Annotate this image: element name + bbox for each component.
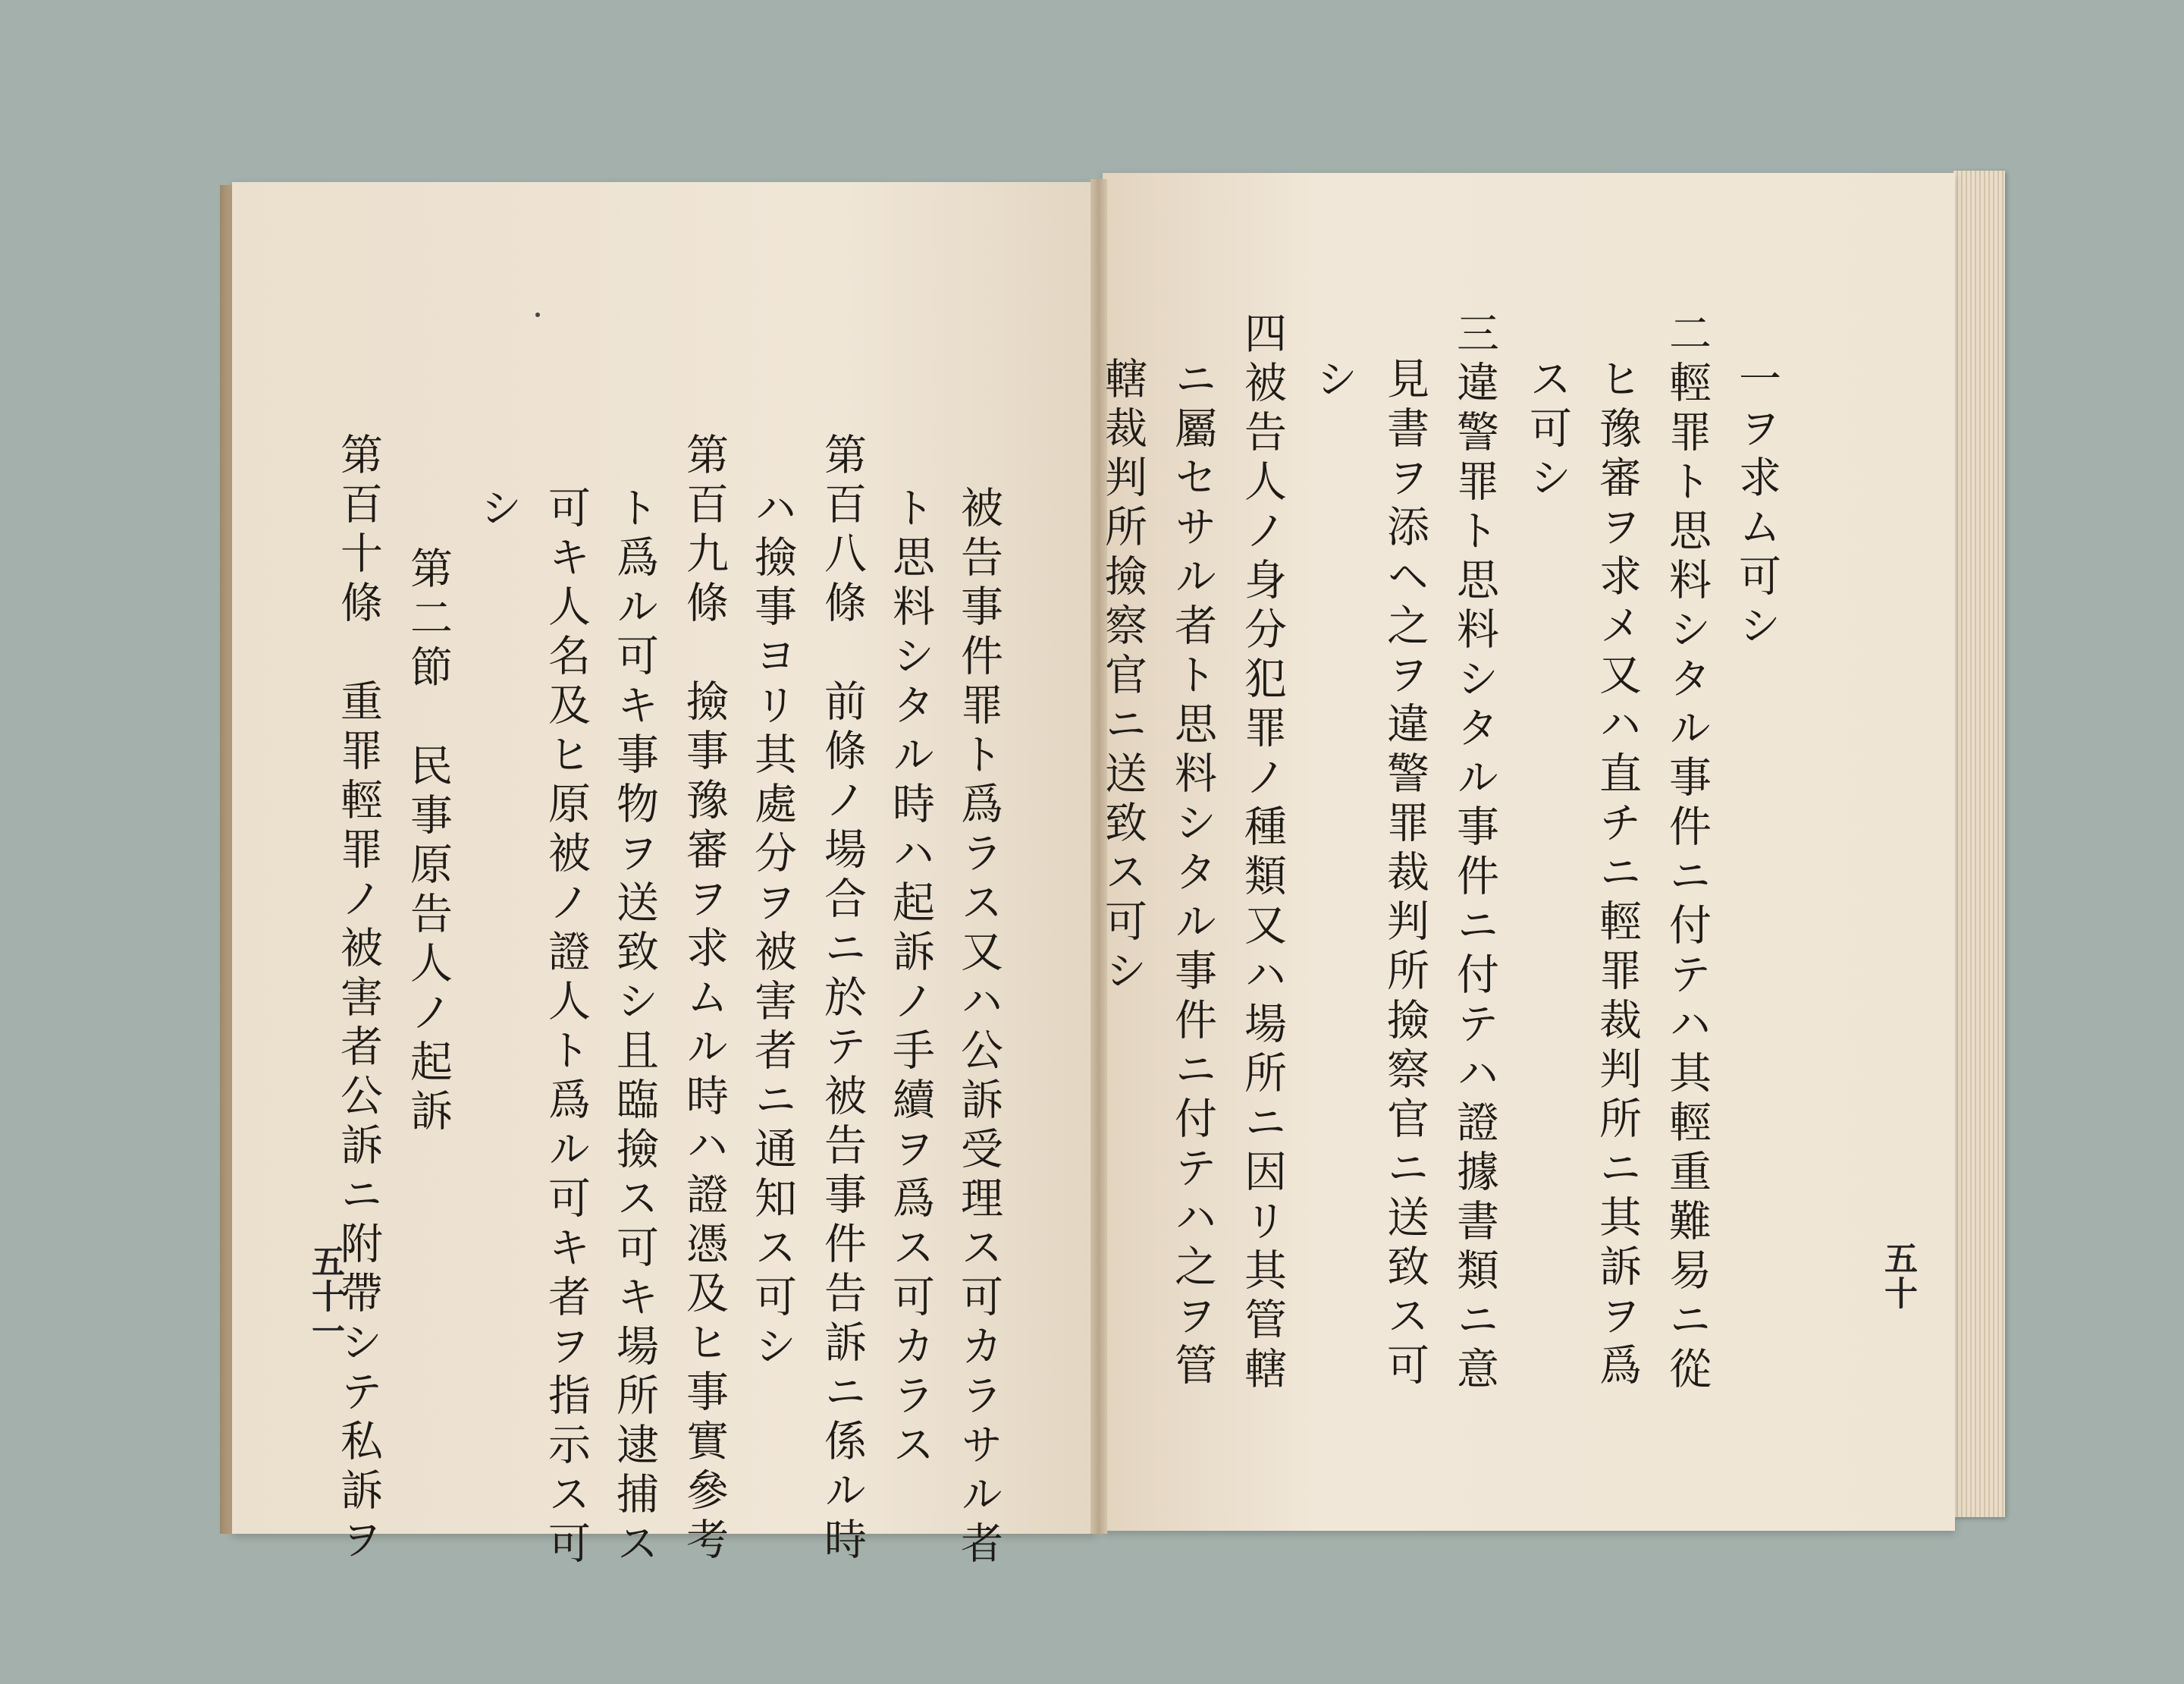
left-column-9: 第二節 民事原告人ノ起訴 bbox=[403, 546, 453, 1138]
right-column-10: 轄裁判所撿察官ニ送致ス可シ bbox=[1098, 357, 1147, 998]
right-column-8: 四被告人ノ身分犯罪ノ種類又ハ場所ニ因リ其管轄 bbox=[1238, 311, 1287, 1396]
left-column-1: 被告事件罪ト爲ラス又ハ公訴受理ス可カラサル者 bbox=[954, 485, 1003, 1570]
right-column-9: ニ屬セサル者ト思料シタル事件ニ付テハ之ヲ管 bbox=[1168, 357, 1217, 1392]
left-column-4: ハ撿事ヨリ其處分ヲ被害者ニ通知ス可シ bbox=[748, 485, 797, 1373]
right-column-2: 二輕罪ト思料シタル事件ニ付テハ其輕重難易ニ從 bbox=[1662, 311, 1712, 1396]
ink-spot bbox=[535, 313, 540, 317]
right-column-5: 三違警罪ト思料シタル事件ニ付テハ證據書類ニ意 bbox=[1450, 311, 1499, 1396]
right-column-7: シ bbox=[1309, 357, 1358, 406]
right-column-1: 一ヲ求ム可シ bbox=[1732, 357, 1781, 652]
left-column-8: シ bbox=[473, 485, 522, 535]
right-column-3: ヒ豫審ヲ求メ又ハ直チニ輕罪裁判所ニ其訴ヲ爲 bbox=[1592, 357, 1642, 1392]
left-column-6: ト爲ル可キ事物ヲ送致シ且臨撿ス可キ場所逮捕ス bbox=[610, 485, 659, 1570]
right-column-4: ス可シ bbox=[1523, 357, 1572, 504]
page-stack bbox=[1953, 171, 2005, 1517]
left-column-10: 第百十條 重罪輕罪ノ被害者公訴ニ附帶シテ私訴ヲ bbox=[334, 432, 383, 1566]
left-column-7: 可キ人名及ヒ原被ノ證人ト爲ル可キ者ヲ指示ス可 bbox=[541, 485, 591, 1570]
left-page-number: 五十一 bbox=[306, 1244, 344, 1349]
left-column-5: 第百九條 撿事豫審ヲ求ムル時ハ證憑及ヒ事實參考 bbox=[679, 432, 729, 1566]
right-page-number: 五十 bbox=[1878, 1241, 1917, 1311]
left-column-3: 第百八條 前條ノ場合ニ於テ被告事件告訴ニ係ル時 bbox=[817, 432, 867, 1566]
right-column-6: 見書ヲ添ヘ之ヲ違警罪裁判所撿察官ニ送致ス可 bbox=[1380, 357, 1429, 1392]
left-column-2: ト思料シタル時ハ起訴ノ手續ヲ爲ス可カラス bbox=[886, 485, 935, 1472]
